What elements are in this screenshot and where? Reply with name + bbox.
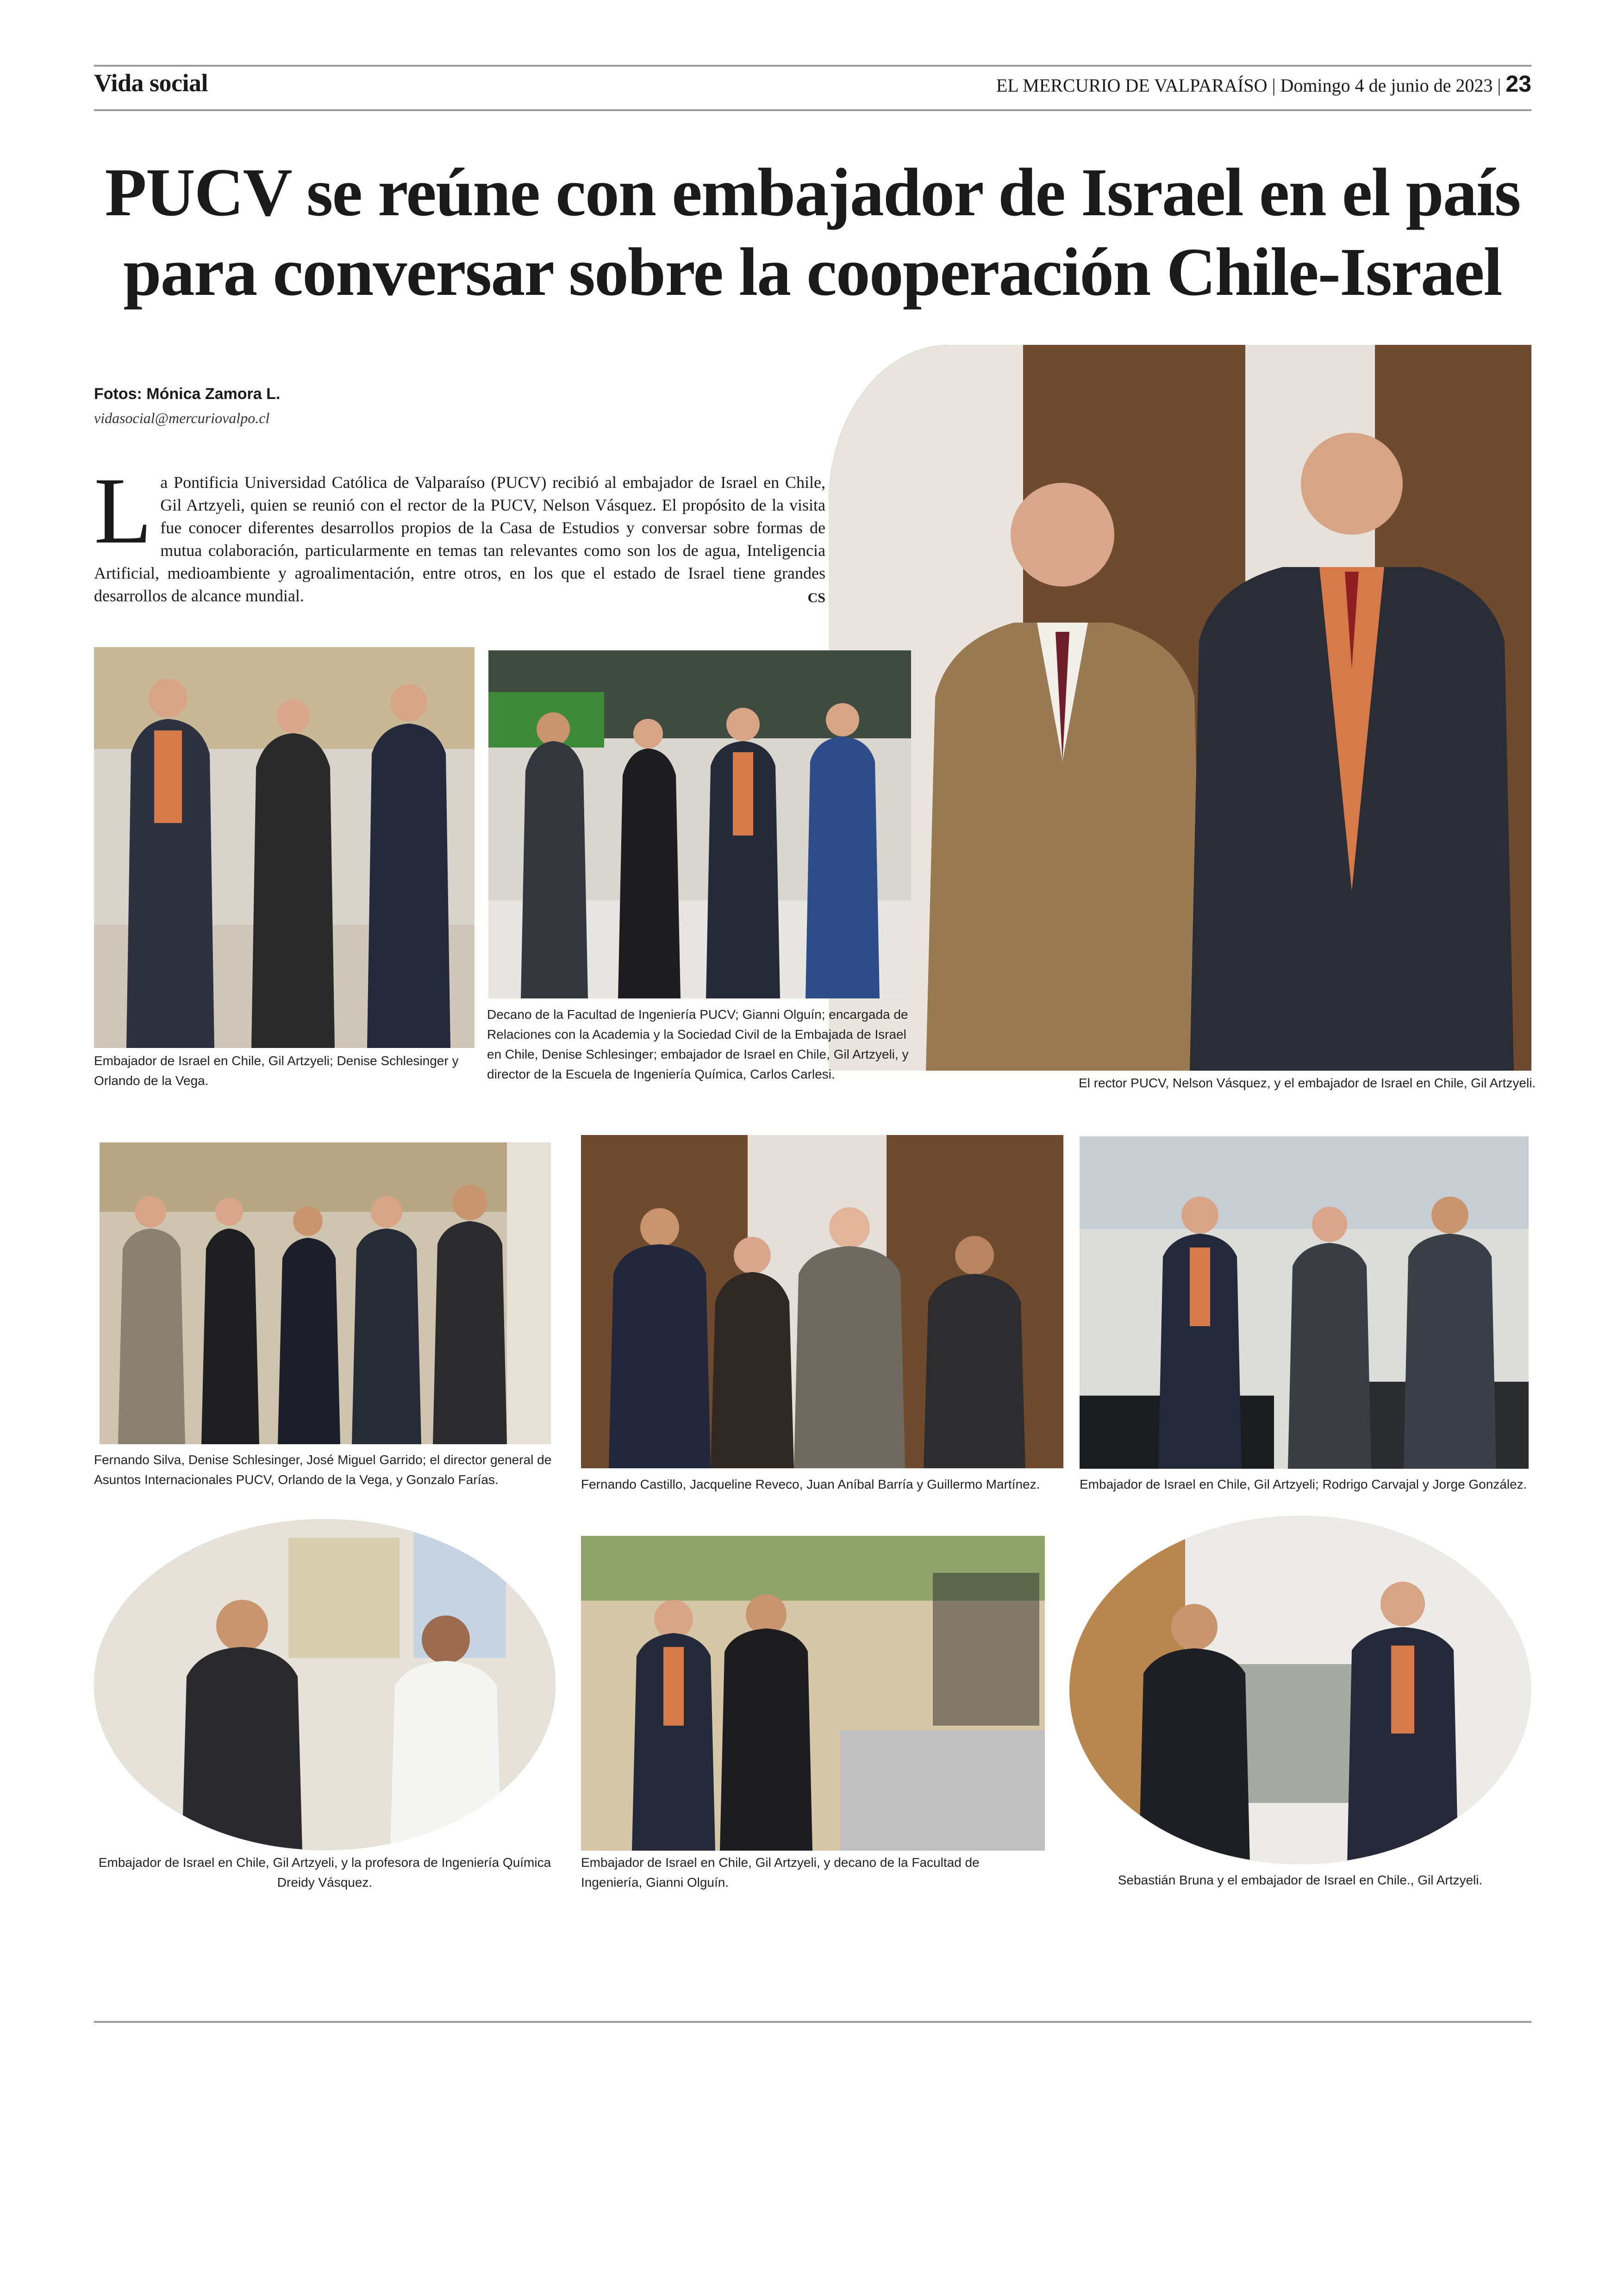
top-rule bbox=[94, 65, 1531, 67]
bottom-rule bbox=[94, 2021, 1531, 2023]
photo-5 bbox=[581, 1135, 1063, 1468]
caption-photo-9: Sebastián Bruna y el embajador de Israel en Chile., Gil Artzyeli. bbox=[1118, 1873, 1483, 1887]
caption-photo-7: Embajador de Israel en Chile, Gil Artzyeli, y la profesora de Ingeniería Química Dreidy Vásquez. bbox=[98, 1855, 551, 1890]
caption-photo-5: Fernando Castillo, Jacqueline Reveco, Juan Aníbal Barría y Guillermo Martínez. bbox=[581, 1477, 1040, 1491]
end-mark: CS bbox=[807, 590, 825, 605]
issue-date: Domingo 4 de junio de 2023 bbox=[1280, 75, 1493, 96]
caption-photo-1: Embajador de Israel en Chile, Gil Artzyeli; Denise Schlesinger y Orlando de la Vega. bbox=[94, 1054, 459, 1088]
drop-cap: L bbox=[94, 458, 152, 563]
header-rule bbox=[94, 109, 1531, 111]
headline bbox=[65, 153, 1560, 312]
masthead-sep: | bbox=[1272, 75, 1280, 96]
caption-photo-2: Decano de la Facultad de Ingeniería PUCV; Gianni Olguín; encargada de Relaciones con la Academia y la Sociedad Civil de la Embajada de Israel en Chile, Denise Schlesinger; embajador de Israel en Chile, Gil Artzyeli, y director de la Escuela de Ingeniería Química, Carlos Carlesi. bbox=[487, 1007, 909, 1081]
headline-line-2: para conversar sobre la cooperación Chile-Israel bbox=[123, 234, 1502, 310]
article-body bbox=[94, 458, 825, 609]
page-number: 23 bbox=[1505, 71, 1531, 97]
headline-line-1: PUCV se reúne con embajador de Israel en el país bbox=[105, 155, 1520, 231]
caption-photo-8: Embajador de Israel en Chile, Gil Artzyeli, y decano de la Facultad de Ingeniería, Gianni Olguín. bbox=[581, 1855, 980, 1890]
newspaper-name: EL MERCURIO DE VALPARAÍSO bbox=[996, 75, 1268, 96]
photo-4 bbox=[100, 1142, 551, 1444]
photo-2 bbox=[488, 650, 911, 998]
caption-photo-4: Fernando Silva, Denise Schlesinger, José Miguel Garrido; el director general de Asuntos Internacionales PUCV, Orlando de la Vega, y Gonzalo Farías. bbox=[94, 1453, 552, 1487]
masthead bbox=[996, 70, 1531, 97]
photo-credit: Fotos: Mónica Zamora L. bbox=[94, 385, 281, 403]
section-label: Vida social bbox=[94, 69, 208, 97]
caption-photo-3: El rector PUCV, Nelson Vásquez, y el embajador de Israel en Chile, Gil Artzyeli. bbox=[1079, 1076, 1536, 1090]
article-text: a Pontificia Universidad Católica de Valparaíso (PUCV) recibió al embajador de Israel en Chile, Gil Artzyeli, quien se reunió con el rector de la PUCV, Nelson Vásquez. El propósito de la visita fue conocer diferentes desarrollos propios de la Casa de Estudios y conversar sobre formas de mutua colaboración, particularmente en temas tan relevantes como son los de agua, Inteligencia Artificial, medioambiente y agroalimentación, entre otros, en los que el estado de Israel tiene grandes desarrollos de alcance mundial. bbox=[94, 473, 825, 605]
contact-email: vidasocial@mercuriovalpo.cl bbox=[94, 410, 270, 426]
main-photo bbox=[829, 345, 1531, 1071]
photo-1 bbox=[94, 647, 475, 1048]
photo-6 bbox=[1080, 1136, 1529, 1469]
photo-8 bbox=[581, 1536, 1045, 1851]
photo-7 bbox=[94, 1519, 556, 1850]
photo-9 bbox=[1069, 1516, 1531, 1864]
caption-photo-6: Embajador de Israel en Chile, Gil Artzyeli; Rodrigo Carvajal y Jorge González. bbox=[1080, 1477, 1527, 1491]
masthead-sep: | bbox=[1497, 75, 1506, 96]
